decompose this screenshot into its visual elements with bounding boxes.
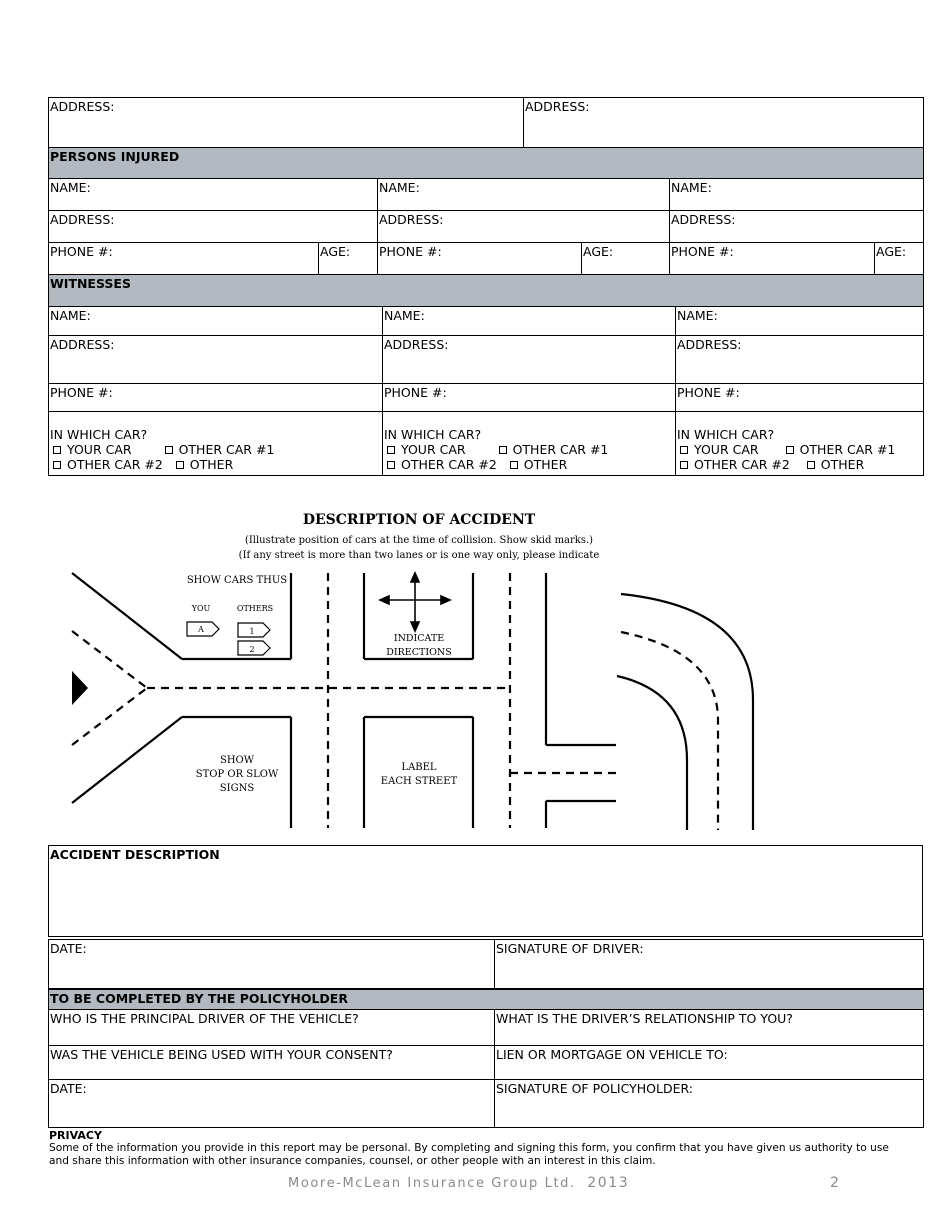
indicate-label: INDICATE — [393, 633, 445, 644]
section-header-policyholder: TO BE COMPLETED BY THE POLICYHOLDER — [49, 990, 924, 1010]
name-label: NAME: — [677, 308, 718, 323]
driver-signature-field[interactable] — [495, 940, 924, 989]
relationship-field[interactable] — [495, 1010, 924, 1046]
option-label: OTHER CAR #2 — [401, 457, 497, 472]
phone-label: PHONE #: — [677, 385, 740, 400]
diagram-subtitle-1: (Illustrate position of cars at the time of collision. Show skid marks.) — [244, 535, 594, 546]
option-label: OTHER CAR #1 — [799, 442, 896, 457]
address-label: ADDRESS: — [384, 337, 449, 352]
curved-road-edge — [617, 676, 687, 830]
address-label: ADDRESS: — [50, 337, 115, 352]
arrow-left-icon — [380, 596, 389, 604]
diagram-subtitle-2: (If any street is more than two lanes or is one way only, please indicate — [238, 550, 600, 561]
name-label: NAME: — [384, 308, 425, 323]
company-name: Moore-McLean Insurance Group Ltd — [288, 1176, 571, 1191]
section-header-persons-injured: PERSONS INJURED — [49, 148, 924, 179]
name-label: NAME: — [50, 180, 91, 195]
option-label: OTHER — [523, 457, 568, 472]
address-label: ADDRESS: — [50, 99, 115, 114]
address-label: ADDRESS: — [677, 337, 742, 352]
policyholder-date-field[interactable] — [49, 1080, 495, 1128]
direction-triangle-icon — [72, 671, 88, 705]
date-label: DATE: — [50, 1081, 87, 1096]
option-label: OTHER CAR #1 — [512, 442, 609, 457]
company-dot: . — [570, 1176, 576, 1191]
car-a-label: A — [198, 625, 204, 634]
address-label: ADDRESS: — [50, 212, 115, 227]
road-edge — [72, 573, 182, 659]
option-label: YOUR CAR — [694, 442, 759, 457]
option-label: OTHER — [189, 457, 234, 472]
age-label: AGE: — [876, 244, 907, 259]
diagram-title: DESCRIPTION OF ACCIDENT — [302, 512, 536, 528]
phone-label: PHONE #: — [379, 244, 442, 259]
car-2-label: 2 — [249, 645, 255, 654]
page-number: 2 — [830, 1175, 841, 1191]
section-header-witnesses: WITNESSES — [49, 275, 924, 307]
phone-label: PHONE #: — [384, 385, 447, 400]
option-label: YOUR CAR — [67, 442, 132, 457]
lien-field[interactable] — [495, 1046, 924, 1080]
driver-signature-label: SIGNATURE OF DRIVER: — [496, 941, 644, 956]
which-car-label: IN WHICH CAR? — [50, 427, 148, 442]
which-car-label: IN WHICH CAR? — [677, 427, 775, 442]
lane-divider — [72, 688, 147, 745]
principal-driver-field[interactable] — [49, 1010, 495, 1046]
name-label: NAME: — [50, 308, 91, 323]
option-label: OTHER CAR #2 — [67, 457, 163, 472]
policyholder-table — [48, 989, 924, 1128]
signs-label: SIGNS — [219, 783, 255, 794]
policyholder-signature-field[interactable] — [495, 1080, 924, 1128]
age-label: AGE: — [583, 244, 614, 259]
address-label: ADDRESS: — [525, 99, 590, 114]
accident-description-label: ACCIDENT DESCRIPTION — [50, 847, 220, 862]
footer-year: 2013 — [587, 1175, 630, 1191]
address-label: ADDRESS: — [671, 212, 736, 227]
lane-divider — [72, 631, 147, 688]
privacy-line-2: and share this information with other insurance companies, counsel, or other people with an interest in this claim. — [49, 1155, 656, 1167]
name-label: NAME: — [671, 180, 712, 195]
consent-label: WAS THE VEHICLE BEING USED WITH YOUR CONSENT? — [50, 1047, 393, 1062]
phone-label: PHONE #: — [50, 244, 113, 259]
accident-description-field[interactable] — [49, 846, 923, 937]
date-field[interactable] — [49, 940, 495, 989]
privacy-section — [49, 1129, 929, 1168]
arrow-up-icon — [411, 573, 419, 582]
accident-description-table — [48, 845, 923, 937]
arrow-right-icon — [441, 596, 450, 604]
option-label: YOUR CAR — [401, 442, 466, 457]
arrow-down-icon — [411, 622, 419, 631]
show-label: SHOW — [219, 755, 255, 766]
privacy-title: PRIVACY — [49, 1129, 102, 1142]
directions-label: DIRECTIONS — [386, 647, 452, 658]
address-label: ADDRESS: — [379, 212, 444, 227]
show-cars-label: SHOW CARS THUS — [186, 575, 288, 586]
lien-label: LIEN OR MORTGAGE ON VEHICLE TO: — [496, 1047, 728, 1062]
you-label: YOU — [191, 604, 211, 613]
footer-company — [288, 1175, 629, 1191]
label-street-label: LABEL — [401, 762, 437, 773]
relationship-label: WHAT IS THE DRIVER’S RELATIONSHIP TO YOU? — [496, 1011, 793, 1026]
consent-field[interactable] — [49, 1046, 495, 1080]
privacy-line-1: Some of the information you provide in this report may be personal. By completing and signing this form, you confirm that you have given us authority to use — [49, 1142, 889, 1154]
road-edge — [72, 717, 182, 803]
driver-signature-table — [48, 939, 924, 989]
option-label: OTHER CAR #1 — [178, 442, 275, 457]
option-label: OTHER — [820, 457, 865, 472]
name-label: NAME: — [379, 180, 420, 195]
phone-label: PHONE #: — [671, 244, 734, 259]
each-street-label: EACH STREET — [380, 776, 458, 787]
principal-driver-label: WHO IS THE PRINCIPAL DRIVER OF THE VEHICLE? — [50, 1011, 359, 1026]
phone-label: PHONE #: — [50, 385, 113, 400]
policyholder-signature-label: SIGNATURE OF POLICYHOLDER: — [496, 1081, 693, 1096]
which-car-label: IN WHICH CAR? — [384, 427, 482, 442]
curved-lane-divider — [621, 632, 718, 830]
option-label: OTHER CAR #2 — [694, 457, 790, 472]
stop-slow-label: STOP OR SLOW — [195, 769, 279, 780]
car-1-label: 1 — [249, 627, 255, 636]
age-label: AGE: — [320, 244, 351, 259]
date-label: DATE: — [50, 941, 87, 956]
others-label: OTHERS — [236, 604, 274, 613]
